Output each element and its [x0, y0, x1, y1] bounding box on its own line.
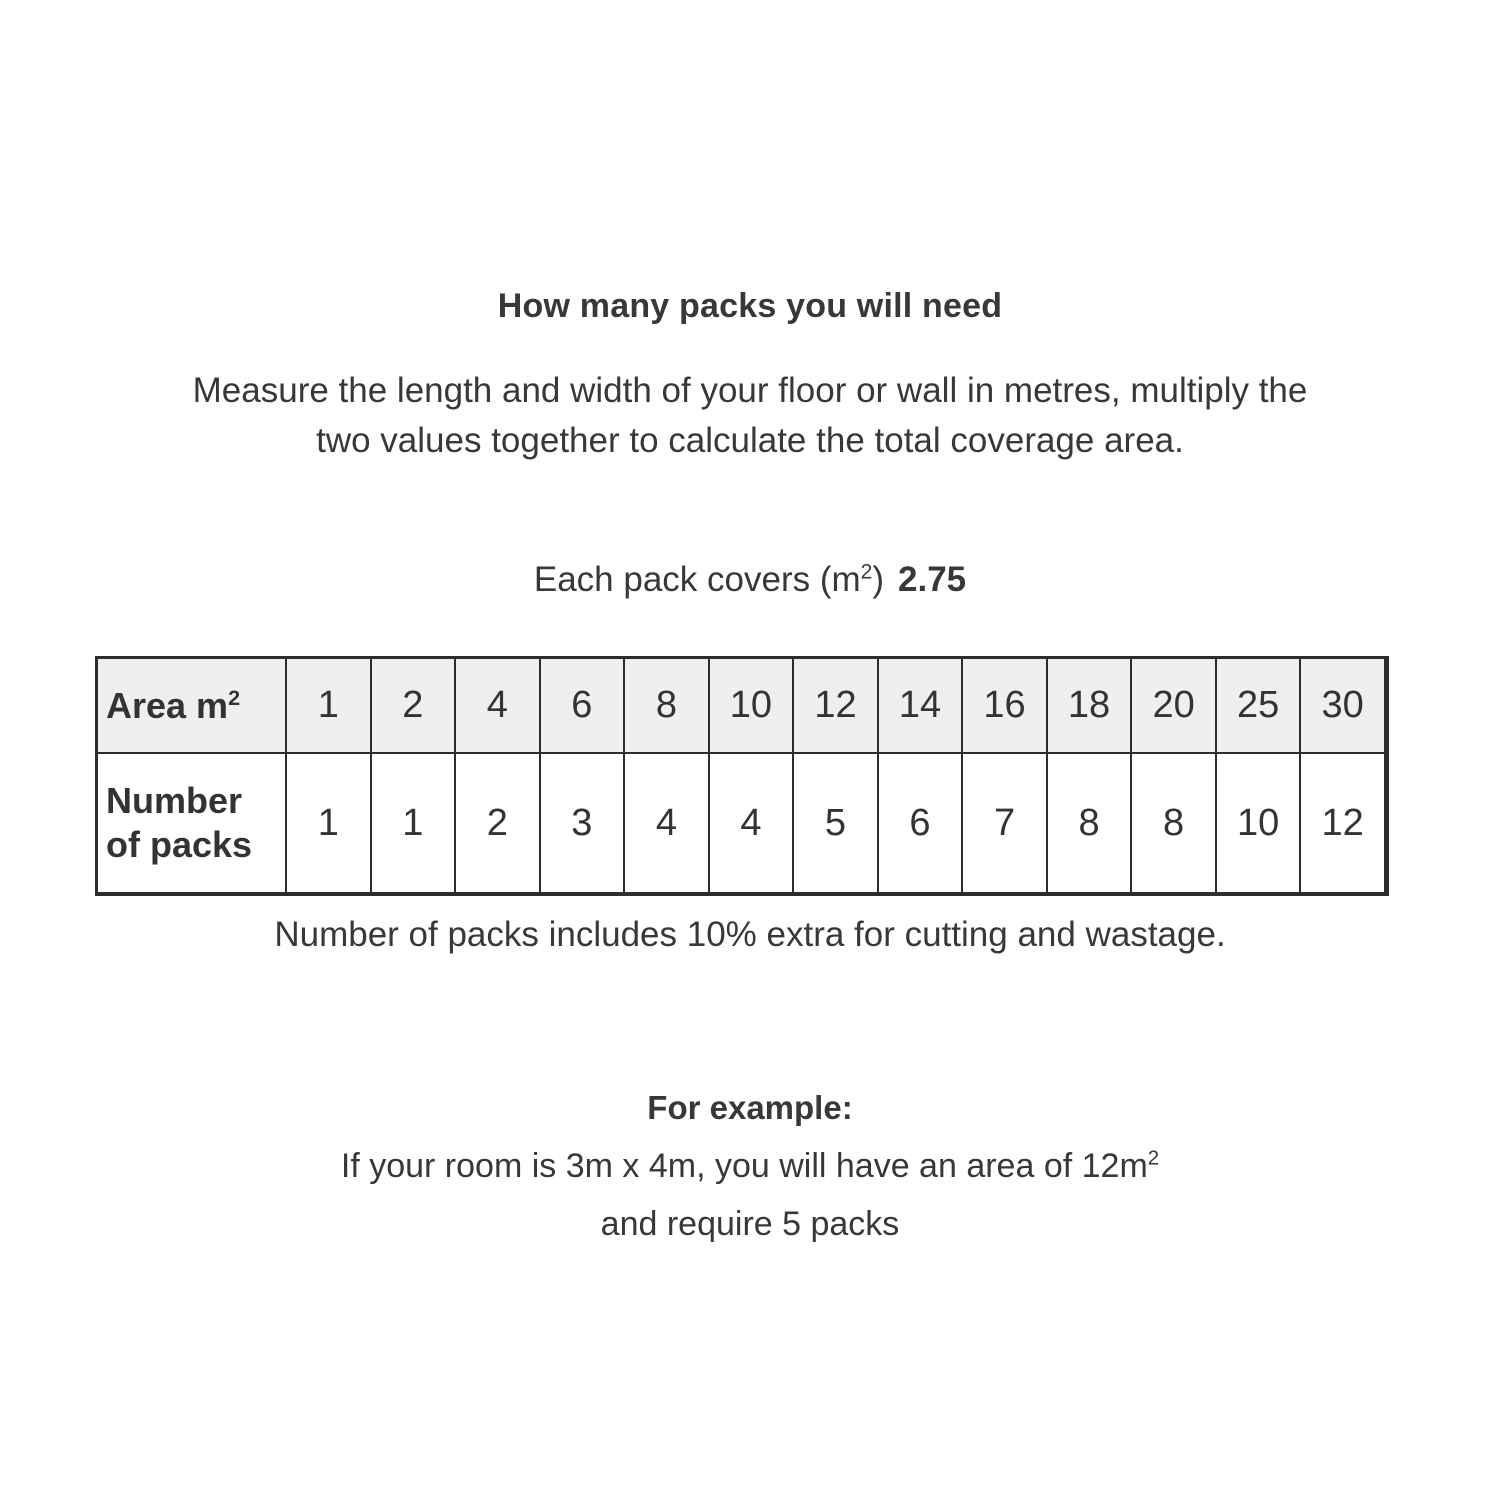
- packs-cell: 7: [962, 753, 1047, 893]
- packs-cell: 8: [1047, 753, 1132, 893]
- packs-cell: 10: [1216, 753, 1301, 893]
- packs-cell: 6: [878, 753, 963, 893]
- area-cell: 14: [878, 658, 963, 753]
- packs-cell: 8: [1131, 753, 1216, 893]
- area-cell: 18: [1047, 658, 1132, 753]
- area-cell: 16: [962, 658, 1047, 753]
- row-header-area: [97, 658, 286, 753]
- area-cell: 30: [1300, 658, 1385, 753]
- area-cell: 12: [793, 658, 878, 753]
- area-cell: 20: [1131, 658, 1216, 753]
- table-row-area: [97, 658, 1385, 753]
- coverage-label: Each pack covers (m: [533, 560, 861, 599]
- area-cell: 25: [1216, 658, 1301, 753]
- coverage-line: [0, 560, 1500, 600]
- area-cell: 6: [540, 658, 625, 753]
- packs-cell: 2: [455, 753, 540, 893]
- row-header-packs-line2: of packs: [106, 824, 253, 865]
- packs-cell: 12: [1300, 753, 1385, 893]
- example-line-1: [0, 1147, 1500, 1186]
- example-line-1-text: If your room is 3m x 4m, you will have an area of 12m: [340, 1147, 1148, 1185]
- packs-cell: 4: [624, 753, 709, 893]
- intro-line-2: two values together to calculate the total coverage area.: [316, 421, 1184, 460]
- table-row-packs: [97, 753, 1385, 893]
- row-header-packs-line1: Number: [106, 780, 243, 821]
- packs-cell: 5: [793, 753, 878, 893]
- row-header-packs: [97, 753, 286, 893]
- wastage-note: Number of packs includes 10% extra for cutting and wastage.: [274, 915, 1226, 954]
- packs-cell: 4: [709, 753, 794, 893]
- example-line-1-superscript: 2: [1147, 1147, 1160, 1170]
- packs-cell: 1: [371, 753, 456, 893]
- row-header-area-superscript: 2: [228, 684, 241, 710]
- area-cell: 4: [455, 658, 540, 753]
- coverage-superscript: 2: [860, 560, 873, 584]
- packs-cell: 1: [286, 753, 371, 893]
- packs-cell: 3: [540, 753, 625, 893]
- coverage-value: 2.75: [898, 560, 967, 599]
- intro-line-1: Measure the length and width of your floor or wall in metres, multiply the: [192, 371, 1308, 410]
- example-heading: For example:: [647, 1089, 853, 1126]
- area-cell: 2: [371, 658, 456, 753]
- example-line-2: and require 5 packs: [600, 1205, 900, 1243]
- area-cell: 1: [286, 658, 371, 753]
- coverage-label-close: ): [872, 560, 884, 599]
- area-cell: 8: [624, 658, 709, 753]
- page-title: How many packs you will need: [497, 287, 1003, 325]
- area-cell: 10: [709, 658, 794, 753]
- row-header-area-text: Area m: [106, 684, 229, 726]
- intro-text: [0, 366, 1500, 466]
- packs-table: [96, 657, 1386, 894]
